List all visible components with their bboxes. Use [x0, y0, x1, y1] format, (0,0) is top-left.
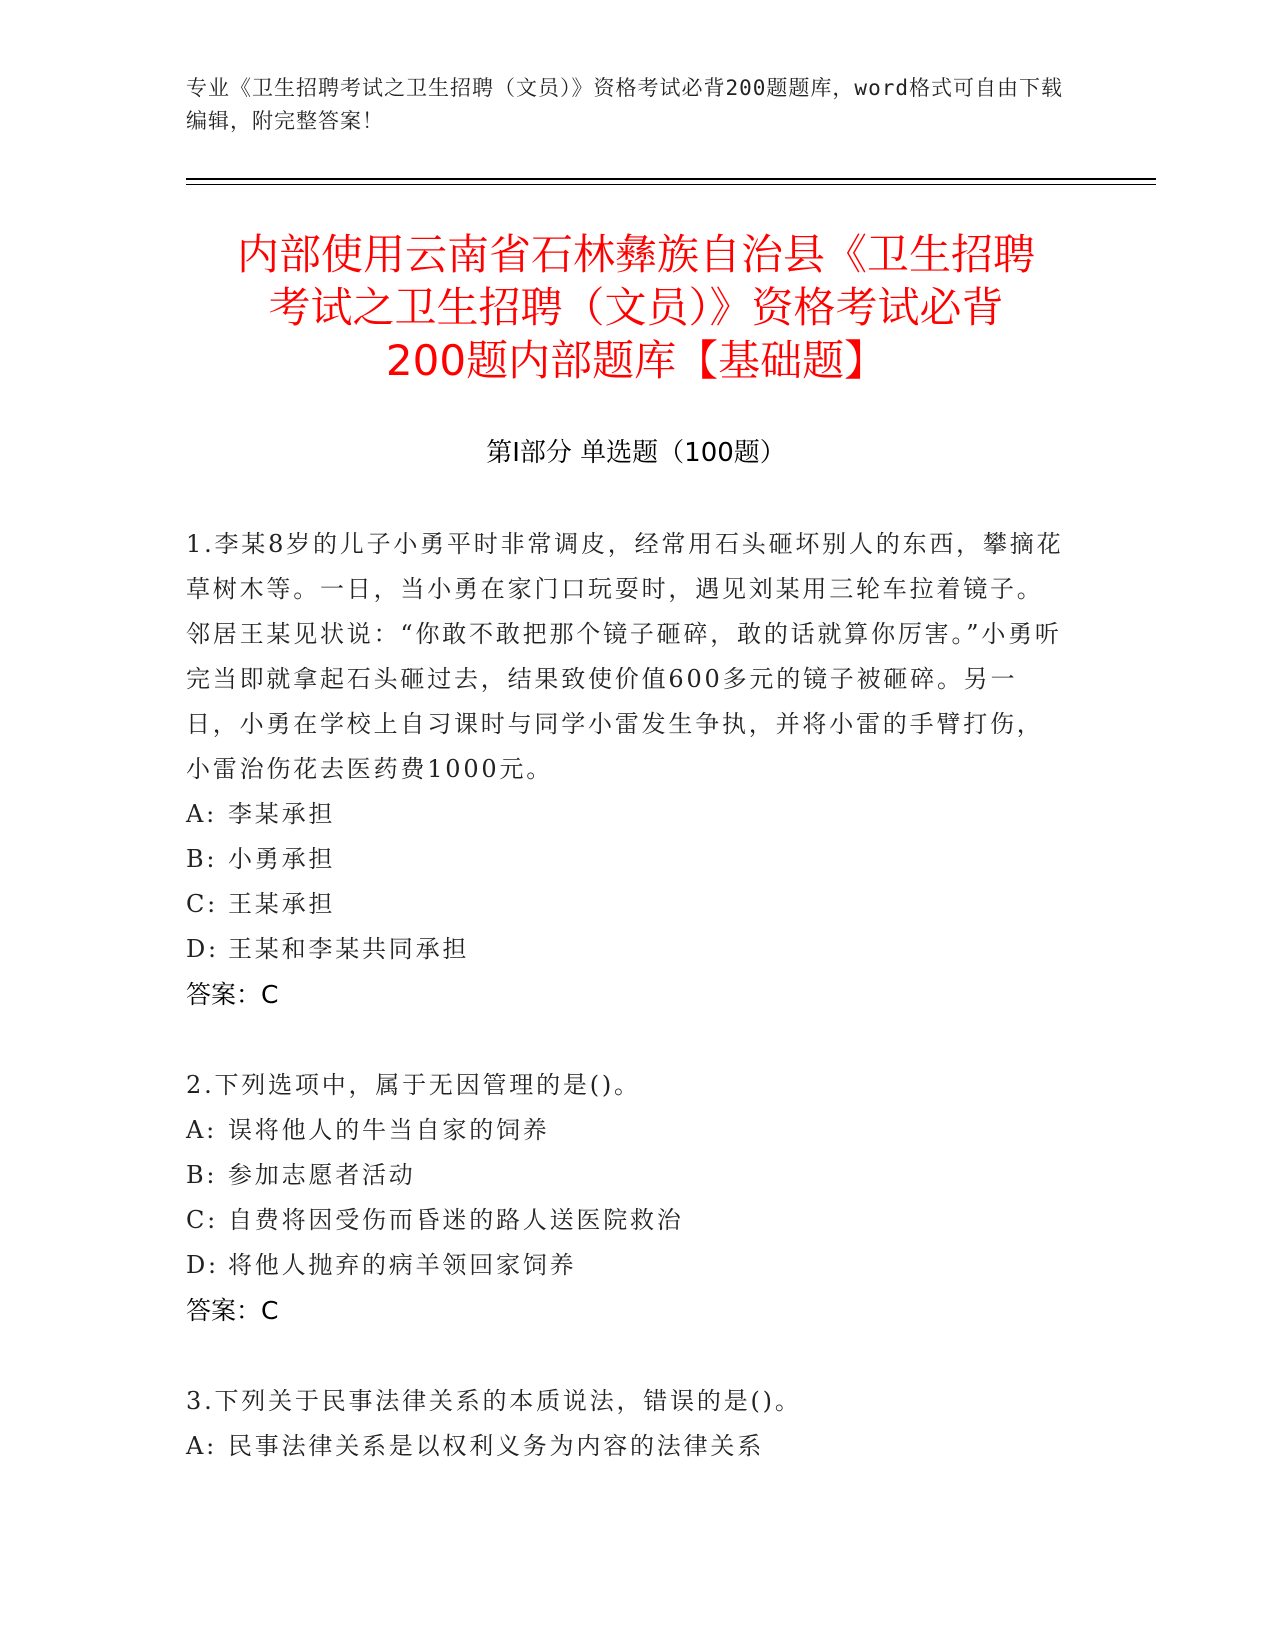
option-c [186, 882, 1066, 927]
option-letter: D: [186, 1251, 219, 1279]
answer: 答案：C [186, 1296, 279, 1325]
option-a [186, 1424, 1066, 1469]
option-letter: B: [186, 1161, 218, 1189]
option-letter: C: [186, 1206, 219, 1234]
question-stem: 3.下列关于民事法律关系的本质说法，错误的是()。 [186, 1387, 802, 1415]
header-rule-thin [186, 184, 1156, 185]
option-d [186, 927, 1066, 972]
title-line-2: 考试之卫生招聘（文员）》资格考试必背 [268, 283, 1004, 332]
question-2 [186, 1063, 1066, 1334]
title-line-3: 200题内部题库【基础题】 [385, 336, 887, 385]
option-text: 李某承担 [228, 800, 336, 828]
section-title: 第I部分 单选题（100题） [486, 438, 786, 468]
answer: 答案：C [186, 980, 279, 1009]
question-stem: 2.下列选项中，属于无因管理的是()。 [186, 1071, 641, 1099]
question-1 [186, 522, 1066, 1018]
option-b [186, 837, 1066, 882]
title-line-1: 内部使用云南省石林彝族自治县《卫生招聘 [236, 230, 1035, 279]
option-letter: D: [186, 935, 219, 963]
option-text: 参加志愿者活动 [228, 1161, 416, 1189]
document-title [186, 228, 1086, 387]
option-c [186, 1198, 1066, 1243]
header-note: 专业《卫生招聘考试之卫生招聘（文员）》资格考试必背200题题库，word格式可自由下载编辑，附完整答案！ [186, 76, 1063, 133]
option-text: 自费将因受伤而昏迷的路人送医院救治 [228, 1206, 684, 1234]
option-letter: B: [186, 845, 218, 873]
option-letter: A: [186, 800, 218, 828]
option-letter: A: [186, 1116, 218, 1144]
option-text: 王某承担 [228, 890, 336, 918]
option-letter: C: [186, 890, 219, 918]
question-stem: 1.李某8岁的儿子小勇平时非常调皮，经常用石头砸坏别人的东西，攀摘花草树木等。一日，当小勇在家门口玩耍时，遇见刘某用三轮车拉着镜子。邻居王某见状说：“你敢不敢把那个镜子砸碎，敢的话就算你厉害。”小勇听完当即就拿起石头砸过去，结果致使价值600多元的镜子被砸碎。另一日，小勇在学校上自习课时与同学小雷发生争执，并将小雷的手臂打伤，小雷治伤花去医药费1000元。 [186, 530, 1064, 783]
option-text: 王某和李某共同承担 [228, 935, 470, 963]
option-a [186, 792, 1066, 837]
option-text: 将他人抛弃的病羊领回家饲养 [228, 1251, 577, 1279]
option-text: 民事法律关系是以权利义务为内容的法律关系 [228, 1432, 764, 1460]
header-rule-thick [186, 178, 1156, 180]
option-letter: A: [186, 1432, 218, 1460]
option-b [186, 1153, 1066, 1198]
option-a [186, 1108, 1066, 1153]
question-list [186, 522, 1066, 1514]
question-3 [186, 1379, 1066, 1469]
option-text: 小勇承担 [228, 845, 336, 873]
option-text: 误将他人的牛当自家的饲养 [228, 1116, 550, 1144]
option-d [186, 1243, 1066, 1288]
